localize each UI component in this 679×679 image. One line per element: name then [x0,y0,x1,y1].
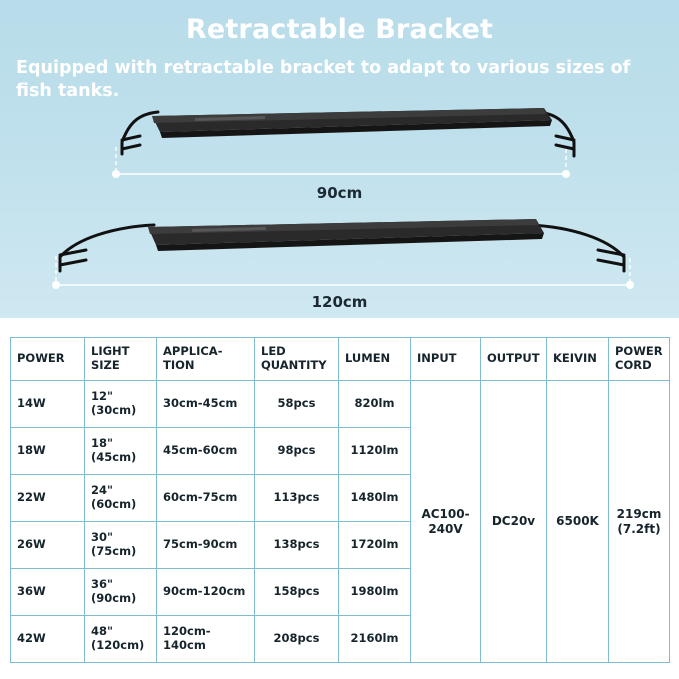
hero-subtitle: Equipped with retractable bracket to adapt to various sizes of fish tanks. [16,58,631,102]
table-header-row [11,338,670,381]
header-application: APPLICA-TION [157,338,255,381]
cell-power: 42W [11,616,85,663]
header-light-size: LIGHT SIZE [85,338,157,381]
dimension-guide-120cm [48,252,638,292]
cell-lumen: 1720lm [339,522,411,569]
cell-application: 45cm-60cm [157,428,255,475]
header-power-cord: POWER CORD [609,338,670,381]
cell-input: AC100-240V [411,381,481,663]
cell-power: 36W [11,569,85,616]
cell-lumen: 820lm [339,381,411,428]
cell-application: 30cm-45cm [157,381,255,428]
header-input: INPUT [411,338,481,381]
cell-led-quantity: 98pcs [255,428,339,475]
spec-table-wrapper [10,337,669,663]
cell-power-cord: 219cm (7.2ft) [609,381,670,663]
cell-power: 26W [11,522,85,569]
cell-output: DC20v [481,381,547,663]
dimension-guide-90cm [108,143,574,181]
header-led-quantity: LED QUANTITY [255,338,339,381]
header-output: OUTPUT [481,338,547,381]
cell-power: 14W [11,381,85,428]
header-keivin: KEIVIN [547,338,609,381]
cell-lumen: 1480lm [339,475,411,522]
cell-led-quantity: 113pcs [255,475,339,522]
cell-light-size: 36" (90cm) [85,569,157,616]
cell-led-quantity: 138pcs [255,522,339,569]
spec-table-body [11,381,670,663]
cell-application: 60cm-75cm [157,475,255,522]
cell-power: 18W [11,428,85,475]
cell-power: 22W [11,475,85,522]
page-title: Retractable Bracket [185,14,494,45]
header-power: POWER [11,338,85,381]
cell-lumen: 2160lm [339,616,411,663]
spec-table-head [11,338,670,381]
cell-led-quantity: 208pcs [255,616,339,663]
cell-led-quantity: 158pcs [255,569,339,616]
dimension-label-120cm: 120cm [311,293,368,311]
spec-table [10,337,670,663]
cell-led-quantity: 58pcs [255,381,339,428]
hero-banner [0,0,679,318]
cell-lumen: 1120lm [339,428,411,475]
cell-light-size: 30" (75cm) [85,522,157,569]
cell-light-size: 48" (120cm) [85,616,157,663]
dimension-label-90cm: 90cm [316,184,363,202]
table-row [11,381,670,428]
cell-application: 120cm-140cm [157,616,255,663]
cell-light-size: 18" (45cm) [85,428,157,475]
cell-application: 75cm-90cm [157,522,255,569]
cell-application: 90cm-120cm [157,569,255,616]
cell-light-size: 12" (30cm) [85,381,157,428]
header-lumen: LUMEN [339,338,411,381]
cell-light-size: 24" (60cm) [85,475,157,522]
cell-keivin: 6500K [547,381,609,663]
cell-lumen: 1980lm [339,569,411,616]
